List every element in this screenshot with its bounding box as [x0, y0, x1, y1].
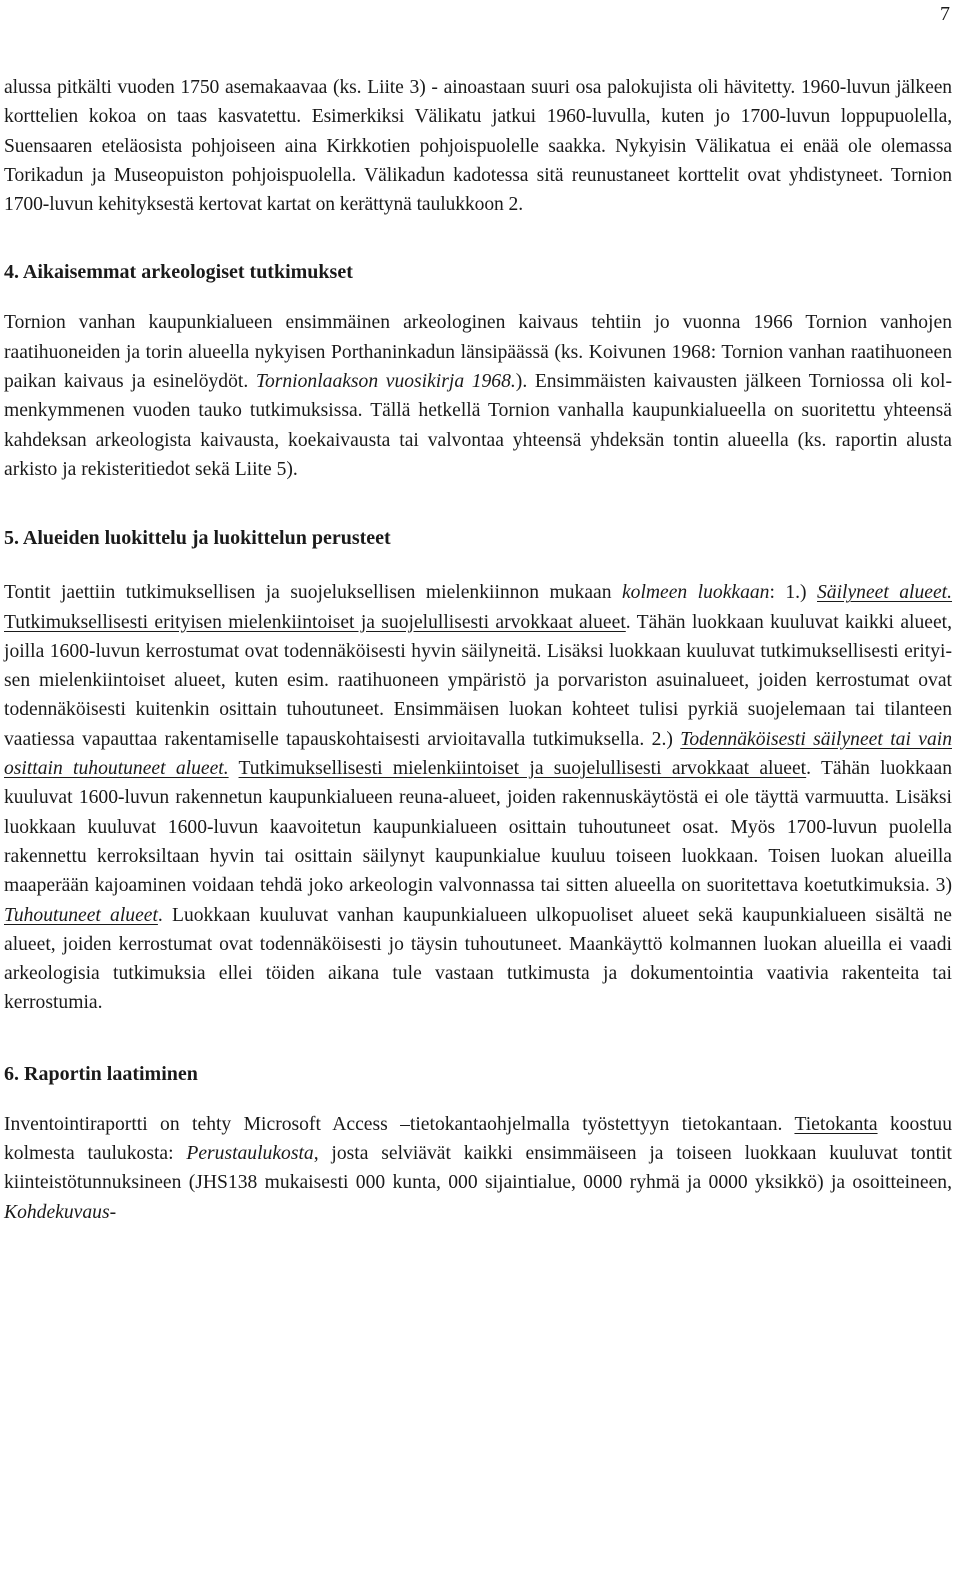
table-name-basic: Perustaulukosta	[186, 1143, 314, 1165]
paragraph-intro: alussa pitkälti vuoden 1750 asemakaavaa (ks. Liite 3) - ainoastaan suuri osa palokujista oli hävitetty. 1960-luvun jälkeen korttelien kokoa on taas kasvatettu. Esimerkiksi Välikatu jatkui 1960-luvulla, kuten jo 1700-luvun loppupuolella, Suensaaren eteläosista pohjoiseen aina Kirkkotien pohjoispuolelle saakka. Nykyisin Välikatua ei enää ole olemassa Torikadun ja Museopuiston pohjoispuolella. Välikadun kadotessa sitä reunustaneet korttelit ovat yhdistyneet. Tornion 1700-luvun kehityksestä kertovat kartat on kerättynä taulukkoon 2.	[4, 77, 952, 216]
text-run: . Luokkaan kuuluvat vanhan kaupunkialueen ulkopuoliset alueet sekä kaupunkialueen sisältä ne alueet, joiden kerrostumat ovat todennäköisesti jo täysin tuhoutuneet. Maankäyttö kolmannen luokan alueilla ei vaadi arkeologisia tutkimuksia ellei töiden aikana tule vastaan tutkimusta ja dokumentointia vaativia rakenteita tai kerrostumia.	[4, 904, 952, 1014]
text-run: , josta selviävät kaikki ensimmäiseen ja toiseen luokkaan kuuluvat tontit kiinteistötunnuksineen (JHS138 mukaisesti 000 kunta, 000 sijaintialue, 0000 ryhmä ja 0000 yksikkö) ja osoitteineen,	[4, 1143, 952, 1194]
text-run: Tornion vanhan kaupunkialueen ensimmäinen arkeologinen kaivaus tehtiin jo vuonna 1966 Tornion vanhojen raatihuoneiden ja torin alueella nykyisen Porthaninkadun länsipäässä (ks. Koivunen 1968: Tornion vanhan raatihuoneen paikan kaivaus ja esinelöydöt.	[4, 312, 952, 393]
section-5-paragraph	[4, 578, 952, 1017]
emphasis-term: kolmeen luokkaan	[621, 582, 770, 604]
class-3-title: Tuhoutuneet alueet	[4, 904, 158, 926]
section-5-heading: 5. Alueiden luokittelu ja luokittelun perusteet	[4, 527, 391, 550]
class-2-description: Tutkimuksellisesti mielenkiintoiset ja suojelullisesti arvokkaat alueet	[238, 758, 807, 780]
section-6-paragraph	[4, 1110, 952, 1227]
page-number: 7	[940, 3, 950, 25]
class-1-description: Tutkimuksellisesti erityisen mielenkiintoiset ja suojelullisesti arvokkaat alueet	[4, 611, 626, 633]
class-1-title: Säilyneet alueet.	[817, 582, 953, 604]
text-run: . Tähän luokkaan kuuluvat 1600-luvun rakennetun kaupunkialueen reuna-alueet, joiden rakennuskäytöstä ei ole täyttä varmuutta. Lisäksi luokkaan kuuluvat 1600-luvun kaavoitetun kaupunkialueen osittain tuhoutuneet osat. Myös 1700-luvun puolella rakennettu kerroksiltaan hyvin tai osittain säilynyt kaupunkialue kuuluu toiseen luokkaan. Toisen luokan alueilla maaperään kajoaminen voidaan tehdä joko arkeologin valvonnassa tai sitten alueella on suoritettava koetutkimuksia. 3)	[4, 758, 952, 897]
text-run: . Tähän luokkaan kuuluvat kaikki alueet, joilla 1600-luvun kerrostumat ovat todennäköisesti hyvin säilyneitä. Lisäksi luokkaan kuuluvat tutkimuksellisesti erityisen mielenkiintoiset alueet, kuten esim. raatihuoneen ympäristö ja porvariston asuinalueet, joiden kerrostumat ovat todennäköisesti kuitenkin osittain tuhoutuneet. Ensimmäisen luokan kohteet tulisi pyrkiä suojelemaan tai tilanteen vaatiessa vapauttaa rakentamiselle tapauskohtaisesti arvioitavalla tutkimuksella. 2.)	[4, 611, 952, 750]
text-run	[229, 758, 239, 779]
section-4-paragraph	[4, 308, 952, 484]
table-name-description: Kohdekuvaus-	[4, 1201, 117, 1223]
text-run: Inventointiraportti on tehty Microsoft Access –tietokantaohjelmalla työstettyyn tietokantaan.	[4, 1113, 795, 1135]
class-2-title: Todennäköisesti säilyneet tai vain osittain tuhoutuneet alueet.	[4, 728, 952, 780]
section-6-heading: 6. Raportin laatiminen	[4, 1062, 198, 1085]
text-run: Tontit jaettiin tutkimuksellisen ja suojeluksellisen mielenkiinnon mukaan	[4, 582, 622, 604]
citation-title: Tornionlaakson vuosikirja 1968.	[255, 371, 516, 393]
text-run: ). Ensimmäisten kaivausten jälkeen Torniossa oli kolmenkymmenen vuoden tauko tutkimuksissa. Tällä hetkellä Tornion vanhalla kaupunkialueella on suoritettu yhteensä kahdeksan arkeologista kaivausta, koekaivausta tai valvontaa yhteensä yhdeksän tontin alueella (ks. raportin alusta arkisto ja rekisteritiedot sekä Liite 5).	[4, 371, 952, 480]
document-body	[4, 73, 952, 1227]
text-run: koostuu kolmesta taulukosta:	[4, 1113, 953, 1165]
section-4-heading: 4. Aikaisemmat arkeologiset tutkimukset	[4, 261, 353, 284]
text-run: : 1.)	[769, 582, 817, 604]
database-term: Tietokanta	[794, 1113, 878, 1135]
